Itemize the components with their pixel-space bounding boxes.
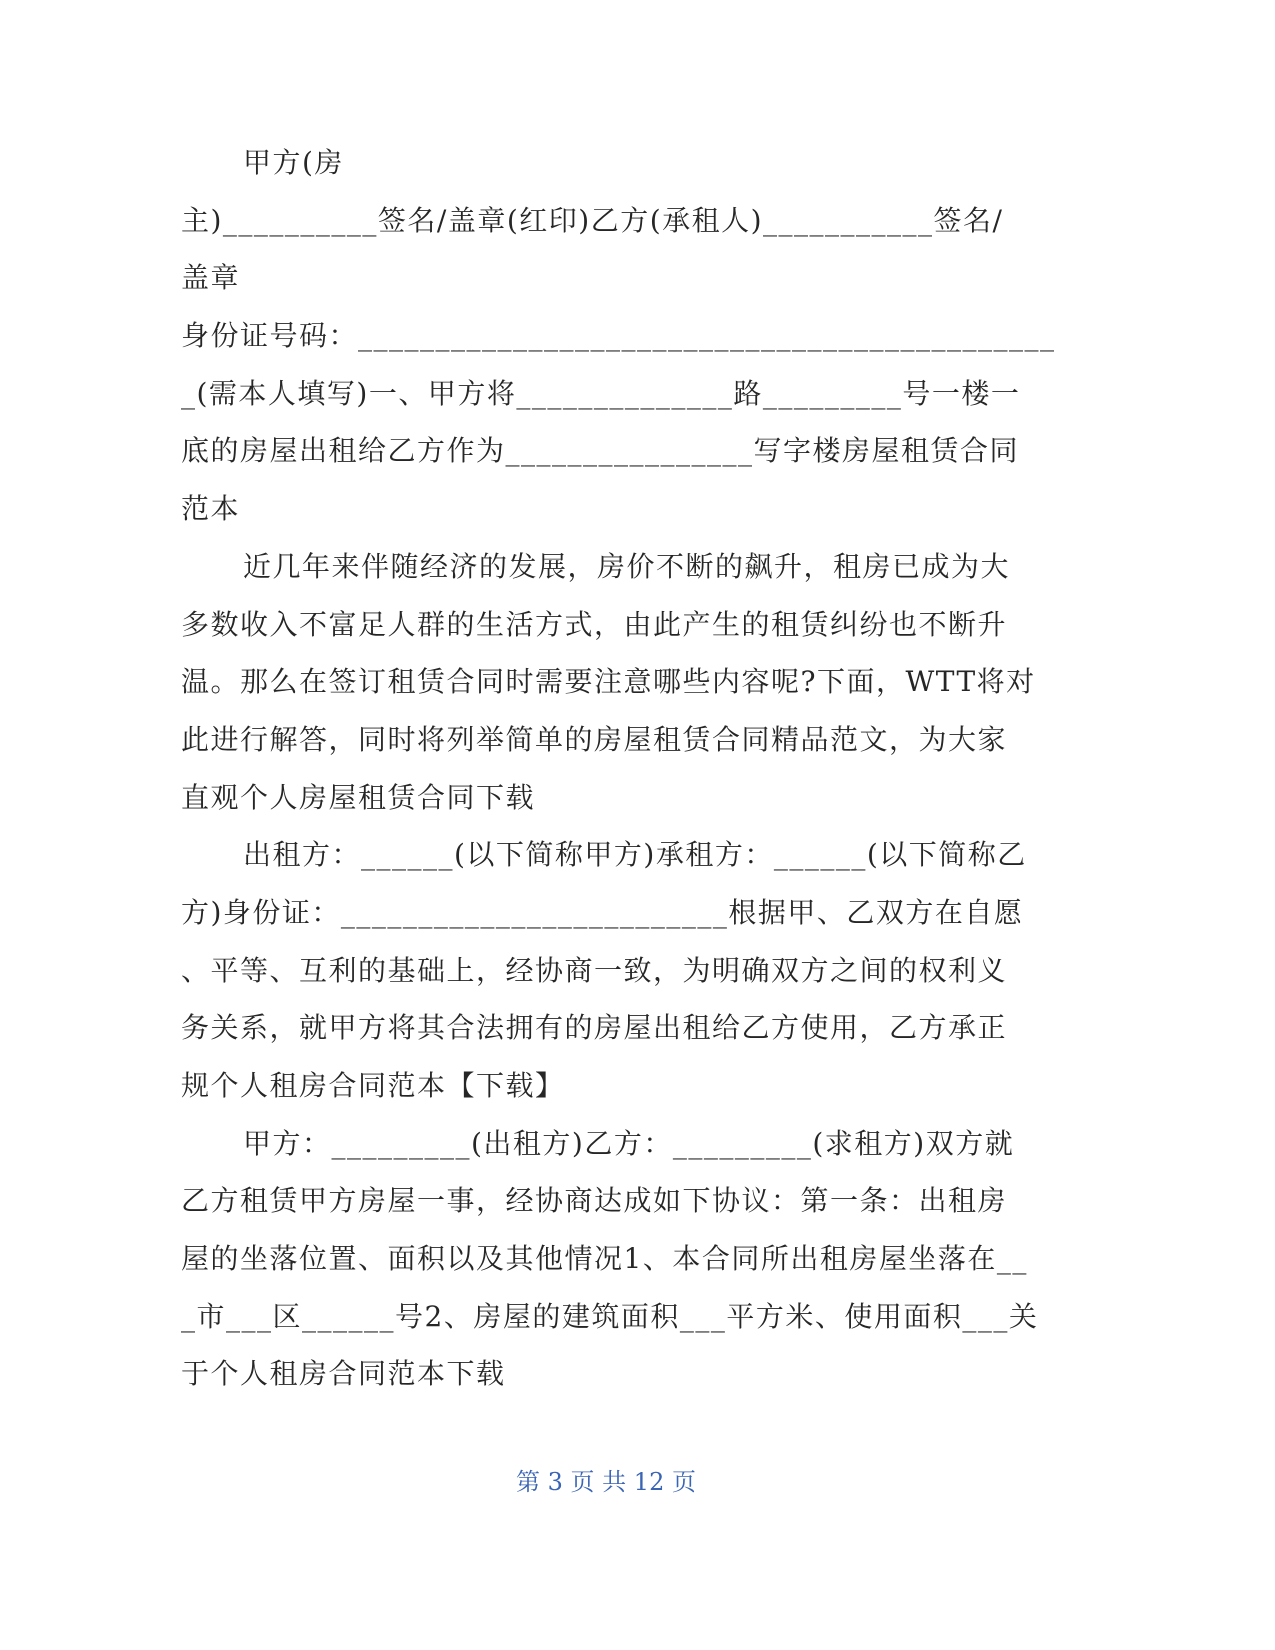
- text-line: 方)身份证：_________________________根据甲、乙双方在自愿: [181, 895, 1024, 929]
- text-line: 近几年来伴随经济的发展，房价不断的飙升，租房已成为大: [243, 549, 1011, 583]
- page-number-footer: 第 3 页 共 12 页: [516, 1468, 696, 1496]
- text-line: 底的房屋出租给乙方作为________________写字楼房屋租赁合同: [181, 434, 1020, 468]
- text-line: 此进行解答，同时将列举简单的房屋租赁合同精品范文，为大家: [181, 722, 1008, 756]
- text-line: 乙方租赁甲方房屋一事，经协商达成如下协议：第一条：出租房: [181, 1184, 1008, 1218]
- text-line: 温。那么在签订租赁合同时需要注意哪些内容呢?下面，WTT将对: [181, 665, 1036, 699]
- text-line: 于个人租房合同范本下载: [181, 1357, 506, 1391]
- text-line: 甲方：_________(出租方)乙方：_________(求租方)双方就: [243, 1126, 1015, 1160]
- text-line: 范本: [181, 492, 241, 526]
- text-line: _(需本人填写)一、甲方将______________路_________号一楼一: [181, 376, 1021, 410]
- text-line: 身份证号码：_____________________________________________: [181, 319, 1056, 353]
- text-line: 务关系，就甲方将其合法拥有的房屋出租给乙方使用，乙方承正: [181, 1011, 1008, 1045]
- text-line: 多数收入不富足人群的生活方式，由此产生的租赁纠纷也不断升: [181, 607, 1008, 641]
- text-line: 、平等、互利的基础上，经协商一致，为明确双方之间的权利义: [181, 953, 1008, 987]
- text-line: _市___区______号2、房屋的建筑面积___平方米、使用面积___关: [181, 1299, 1039, 1333]
- text-line: 出租方：______(以下简称甲方)承租方：______(以下简称乙: [243, 838, 1027, 872]
- document-body: [181, 134, 1061, 1403]
- text-line: 直观个人房屋租赁合同下载: [181, 780, 536, 814]
- text-line: 甲方(房: [243, 146, 344, 179]
- text-line: 盖章: [181, 261, 241, 295]
- text-line: 屋的坐落位置、面积以及其他情况1、本合同所出租房屋坐落在__: [181, 1242, 1028, 1276]
- text-line: 规个人租房合同范本【下载】: [181, 1069, 565, 1102]
- text-line: 主)__________签名/盖章(红印)乙方(承租人)___________签名/: [181, 203, 1004, 237]
